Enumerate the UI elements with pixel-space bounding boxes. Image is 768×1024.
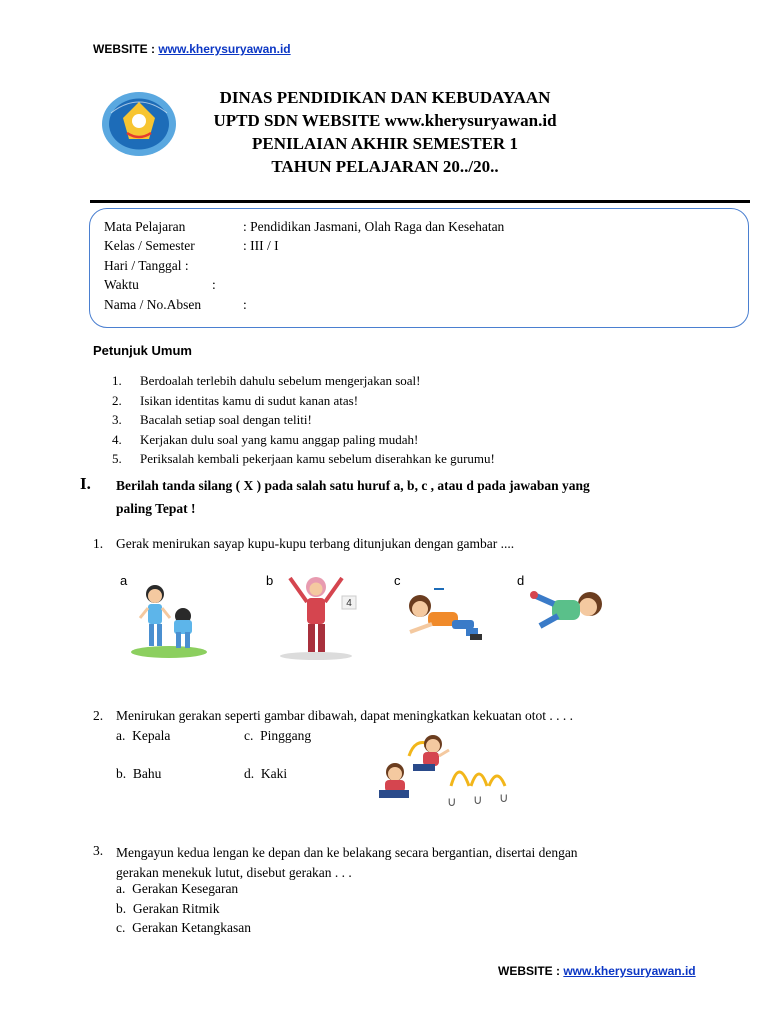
option-key: c.: [116, 920, 126, 935]
item-text: Periksalah kembali pekerjaan kamu sebelum diserahkan ke gurumu!: [140, 451, 495, 466]
option-text: Kepala: [132, 728, 171, 743]
option-c-label[interactable]: c: [394, 573, 401, 588]
info-value-time: :: [212, 277, 216, 292]
picture-option-a[interactable]: [128, 578, 210, 660]
info-value-subject: : Pendidikan Jasmani, Olah Raga dan Kesehatan: [243, 219, 505, 234]
sign-number: 4: [346, 598, 352, 609]
option-key: a.: [116, 728, 126, 743]
q2-option-c[interactable]: [244, 728, 311, 744]
picture-option-b[interactable]: [276, 570, 362, 660]
header-year: TAHUN PELAJARAN 20../20..: [271, 157, 499, 176]
option-key: a.: [116, 881, 126, 896]
website-label: WEBSITE :: [498, 964, 564, 978]
option-text: Pinggang: [260, 728, 312, 743]
item-number: 2.: [112, 392, 122, 408]
option-text: Kaki: [260, 766, 288, 781]
info-label-subject: Mata Pelajaran: [104, 219, 186, 234]
section-instruction-line: Berilah tanda silang ( X ) pada salah satu huruf a, b, c , atau d pada jawaban yang: [116, 478, 590, 493]
q2-option-b[interactable]: [116, 766, 161, 782]
info-label-date: Hari / Tanggal :: [104, 258, 189, 273]
option-key: b.: [116, 901, 127, 916]
picture-option-c[interactable]: [398, 586, 484, 648]
question-2-number: 2.: [93, 708, 104, 723]
question-3-text: [116, 843, 578, 882]
q3-option-c[interactable]: [116, 920, 251, 936]
header-divider: [90, 200, 750, 203]
item-text: Isikan identitas kamu di sudut kanan atas!: [140, 392, 359, 408]
header-agency: DINAS PENDIDIKAN DAN KEBUDAYAAN: [219, 88, 551, 107]
item-number: 5.: [112, 451, 122, 466]
question-1-number: 1.: [93, 536, 104, 551]
q2-option-d[interactable]: [244, 766, 287, 782]
picture-frog-jump: [367, 730, 515, 812]
question-2-text: Menirukan gerakan seperti gambar dibawah, dapat meningkatkan kekuatan otot . . . .: [116, 708, 573, 723]
section-number: I.: [80, 474, 91, 493]
question-3-line: Mengayun kedua lengan ke depan dan ke belakang secara bergantian, disertai dengan: [116, 845, 578, 860]
section-instruction: [116, 474, 676, 520]
q2-option-a[interactable]: [116, 728, 170, 744]
svg-text:∪: ∪: [499, 790, 509, 805]
info-label-time: Waktu: [104, 277, 139, 292]
item-number: 4.: [112, 431, 122, 447]
item-text: Berdoalah terlebih dahulu sebelum mengerjakan soal!: [140, 373, 421, 388]
option-text: Gerakan Ritmik: [132, 901, 220, 916]
question-3-number: 3.: [93, 843, 104, 858]
website-link[interactable]: www.kherysuryawan.id: [563, 964, 696, 978]
info-label-class: Kelas / Semester: [104, 238, 195, 253]
website-link[interactable]: www.kherysuryawan.id: [158, 42, 291, 56]
item-number: 1.: [112, 373, 122, 388]
q3-option-b[interactable]: [116, 901, 219, 917]
website-footer: [498, 964, 696, 978]
svg-text:∪: ∪: [447, 794, 457, 809]
info-value-name: :: [243, 297, 247, 312]
item-text: Kerjakan dulu soal yang kamu anggap paling mudah!: [140, 431, 419, 447]
option-text: Gerakan Kesegaran: [132, 881, 239, 896]
svg-text:∪: ∪: [473, 792, 483, 807]
item-number: 3.: [112, 412, 122, 427]
section-instruction-line: paling Tepat !: [116, 501, 196, 516]
header-exam: PENILAIAN AKHIR SEMESTER 1: [252, 134, 518, 153]
option-d-label[interactable]: d: [517, 573, 525, 588]
question-1-text: Gerak menirukan sayap kupu-kupu terbang ditunjukan dengan gambar ....: [116, 536, 515, 551]
document-header: [150, 86, 620, 178]
picture-option-d[interactable]: [528, 586, 606, 638]
header-school: UPTD SDN WEBSITE www.kherysuryawan.id: [213, 111, 557, 130]
option-a-label[interactable]: a: [120, 573, 128, 588]
info-value-class: : III / I: [243, 238, 279, 253]
info-label-name: Nama / No.Absen: [104, 297, 202, 312]
q3-option-a[interactable]: [116, 881, 238, 897]
website-label: WEBSITE :: [93, 42, 159, 56]
option-key: c.: [244, 728, 254, 743]
option-key: d.: [244, 766, 255, 781]
instructions-title: Petunjuk Umum: [93, 343, 192, 358]
question-3-line: gerakan menekuk lutut, disebut gerakan . . .: [116, 864, 352, 880]
option-text: Gerakan Ketangkasan: [132, 920, 251, 935]
option-key: b.: [116, 766, 127, 781]
item-text: Bacalah setiap soal dengan teliti!: [140, 412, 312, 427]
option-text: Bahu: [132, 766, 162, 781]
option-b-label[interactable]: b: [266, 573, 274, 588]
website-header: [93, 42, 291, 56]
